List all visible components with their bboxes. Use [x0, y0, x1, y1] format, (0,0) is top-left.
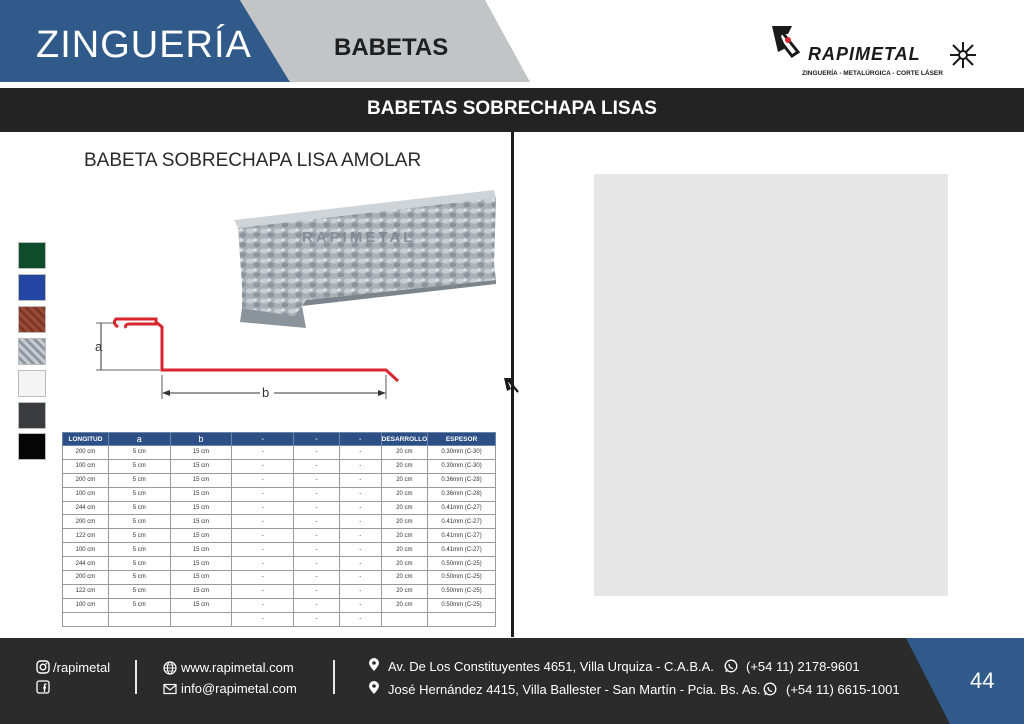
table-row [63, 487, 496, 501]
table-cell: 15 cm [170, 515, 232, 529]
table-cell: 0.30mm (C-30) [428, 446, 496, 460]
title-bar-label: BABETAS SOBRECHAPA LISAS [367, 98, 657, 119]
table-cell: - [339, 598, 381, 612]
table-cell [63, 612, 109, 626]
product-image [232, 188, 498, 330]
table-header-row [63, 433, 496, 446]
brand-mark-icon [502, 375, 522, 395]
table-cell: 5 cm [108, 557, 170, 571]
table-row [63, 584, 496, 598]
table-row [63, 529, 496, 543]
table-cell: - [232, 515, 294, 529]
table-cell: 200 cm [63, 571, 109, 585]
table-cell: - [294, 515, 340, 529]
table-cell: 5 cm [108, 473, 170, 487]
table-cell: - [294, 598, 340, 612]
col-header-empty-3: - [339, 433, 381, 446]
table-cell [108, 612, 170, 626]
footer-separator-2 [333, 660, 335, 694]
table-cell: 0.36mm (C-28) [428, 487, 496, 501]
table-cell: 0.41mm (C-27) [428, 543, 496, 557]
brand-logo [768, 22, 988, 84]
table-cell: 15 cm [170, 529, 232, 543]
table-cell: 200 cm [63, 473, 109, 487]
table-row [63, 557, 496, 571]
table-cell: - [339, 515, 381, 529]
table-cell: - [339, 612, 381, 626]
table-cell: 20 cm [381, 459, 428, 473]
table-cell: - [339, 487, 381, 501]
color-swatch [18, 242, 46, 269]
color-swatch [18, 274, 46, 301]
facebook-icon[interactable] [36, 680, 50, 694]
col-header-empty-2: - [294, 433, 340, 446]
table-cell: 15 cm [170, 584, 232, 598]
table-row [63, 515, 496, 529]
table-cell: - [232, 487, 294, 501]
table-cell: 20 cm [381, 543, 428, 557]
footer-separator-1 [135, 660, 137, 694]
location-pin-icon [367, 658, 381, 672]
table-cell: 200 cm [63, 446, 109, 460]
product-name: BABETA SOBRECHAPA LISA AMOLAR [84, 150, 422, 171]
table-cell: 15 cm [170, 598, 232, 612]
table-cell: 20 cm [381, 473, 428, 487]
address-2: José Hernández 4415, Villa Ballester - San Martín - Pcia. Bs. As. [388, 682, 761, 697]
table-cell: - [339, 446, 381, 460]
table-cell: 244 cm [63, 501, 109, 515]
table-row [63, 446, 496, 460]
table-cell: 5 cm [108, 598, 170, 612]
table-cell: 244 cm [63, 557, 109, 571]
table-cell: 15 cm [170, 473, 232, 487]
email-link[interactable]: info@rapimetal.com [181, 681, 297, 696]
table-cell: 20 cm [381, 598, 428, 612]
table-cell: - [339, 584, 381, 598]
table-cell: 0.41mm (C-27) [428, 501, 496, 515]
table-cell: - [294, 473, 340, 487]
table-cell: - [232, 557, 294, 571]
table-cell: - [232, 598, 294, 612]
table-cell: 5 cm [108, 529, 170, 543]
color-swatch [18, 402, 46, 429]
table-cell: - [294, 543, 340, 557]
brand-tagline: ZINGUERÍA - METALÚRGICA - CORTE LÁSER [802, 70, 943, 77]
table-cell: - [339, 473, 381, 487]
phone-2[interactable]: (+54 11) 6615-1001 [786, 682, 900, 697]
mail-icon [163, 682, 177, 696]
color-swatch [18, 370, 46, 397]
table-cell: - [339, 529, 381, 543]
address-1: Av. De Los Constituyentes 4651, Villa Urquiza - C.A.B.A. [388, 659, 714, 674]
table-cell: - [294, 557, 340, 571]
page-number: 44 [970, 668, 995, 693]
table-cell: 0.50mm (C-25) [428, 598, 496, 612]
brand-name: RAPIMETAL [808, 44, 921, 64]
table-cell: 0.50mm (C-25) [428, 571, 496, 585]
table-cell: 20 cm [381, 557, 428, 571]
dimension-a-label: a [95, 339, 103, 354]
table-cell [381, 612, 428, 626]
table-cell: - [232, 473, 294, 487]
table-cell: 15 cm [170, 501, 232, 515]
table-row [63, 501, 496, 515]
table-cell: - [232, 543, 294, 557]
profile-diagram [90, 315, 410, 415]
table-cell: - [232, 584, 294, 598]
col-header-espesor: ESPESOR [428, 433, 496, 446]
specs-table [62, 432, 496, 627]
table-cell: - [232, 459, 294, 473]
col-header-a: a [108, 433, 170, 446]
table-cell: 15 cm [170, 459, 232, 473]
whatsapp-icon [724, 659, 738, 673]
table-cell: - [294, 487, 340, 501]
table-cell: - [232, 529, 294, 543]
table-cell: - [339, 501, 381, 515]
table-cell: - [294, 612, 340, 626]
table-cell: - [339, 571, 381, 585]
table-cell: 122 cm [63, 584, 109, 598]
col-header-desarrollo: DESARROLLO [381, 433, 428, 446]
spark-icon [950, 42, 976, 68]
table-cell: 20 cm [381, 571, 428, 585]
table-cell: 5 cm [108, 446, 170, 460]
phone-1[interactable]: (+54 11) 2178-9601 [746, 659, 860, 674]
table-cell: 15 cm [170, 571, 232, 585]
table-cell: - [294, 501, 340, 515]
table-cell: 0.36mm (C-28) [428, 473, 496, 487]
table-cell: 100 cm [63, 543, 109, 557]
table-cell: 15 cm [170, 446, 232, 460]
table-cell: 0.50mm (C-25) [428, 557, 496, 571]
color-swatch [18, 306, 46, 333]
table-row [63, 598, 496, 612]
whatsapp-icon [763, 682, 777, 696]
table-cell: - [294, 446, 340, 460]
table-cell: 15 cm [170, 487, 232, 501]
table-cell: 5 cm [108, 543, 170, 557]
section-title: ZINGUERÍA [36, 24, 252, 66]
table-cell [428, 612, 496, 626]
table-cell: 15 cm [170, 543, 232, 557]
table-cell: 0.41mm (C-27) [428, 515, 496, 529]
instagram-icon[interactable] [36, 660, 50, 674]
table-cell: 20 cm [381, 446, 428, 460]
table-cell: - [294, 459, 340, 473]
table-cell: 20 cm [381, 515, 428, 529]
table-cell: 5 cm [108, 487, 170, 501]
table-cell: 122 cm [63, 529, 109, 543]
color-swatch [18, 338, 46, 365]
table-cell: 5 cm [108, 571, 170, 585]
table-cell: 20 cm [381, 529, 428, 543]
table-cell [170, 612, 232, 626]
col-header-b: b [170, 433, 232, 446]
table-cell: - [294, 584, 340, 598]
table-cell: - [232, 446, 294, 460]
table-cell: 0.30mm (C-30) [428, 459, 496, 473]
table-cell: 5 cm [108, 584, 170, 598]
table-cell: 5 cm [108, 459, 170, 473]
color-swatch [18, 433, 46, 460]
table-cell: 15 cm [170, 557, 232, 571]
table-row [63, 571, 496, 585]
table-row [63, 543, 496, 557]
footer [0, 638, 1024, 724]
table-row [63, 473, 496, 487]
table-cell: 20 cm [381, 501, 428, 515]
table-cell: - [294, 571, 340, 585]
table-cell: 0.50mm (C-25) [428, 584, 496, 598]
globe-icon [163, 661, 177, 675]
watermark-text: RAPIMETAL [302, 229, 416, 246]
brand-emblem-icon [768, 22, 812, 70]
website-link[interactable]: www.rapimetal.com [181, 660, 294, 675]
table-cell: 100 cm [63, 459, 109, 473]
subsection-title: BABETAS [334, 34, 449, 61]
table-cell: - [339, 557, 381, 571]
dimension-b-label: b [262, 385, 270, 400]
table-row [63, 612, 496, 626]
table-cell: 20 cm [381, 584, 428, 598]
table-cell: - [294, 529, 340, 543]
table-cell: 0.41mm (C-27) [428, 529, 496, 543]
table-cell: 100 cm [63, 598, 109, 612]
table-cell: - [232, 501, 294, 515]
col-header-longitud: LONGITUD [63, 433, 109, 446]
location-pin-icon [367, 681, 381, 695]
image-placeholder [594, 174, 948, 596]
table-cell: 5 cm [108, 515, 170, 529]
table-cell: 200 cm [63, 515, 109, 529]
col-header-empty-1: - [232, 433, 294, 446]
table-cell: - [339, 543, 381, 557]
table-cell: - [232, 612, 294, 626]
table-cell: - [339, 459, 381, 473]
table-cell: 100 cm [63, 487, 109, 501]
instagram-handle[interactable]: /rapimetal [53, 660, 111, 675]
table-cell: 5 cm [108, 501, 170, 515]
table-cell: 20 cm [381, 487, 428, 501]
table-cell: - [232, 571, 294, 585]
table-row [63, 459, 496, 473]
